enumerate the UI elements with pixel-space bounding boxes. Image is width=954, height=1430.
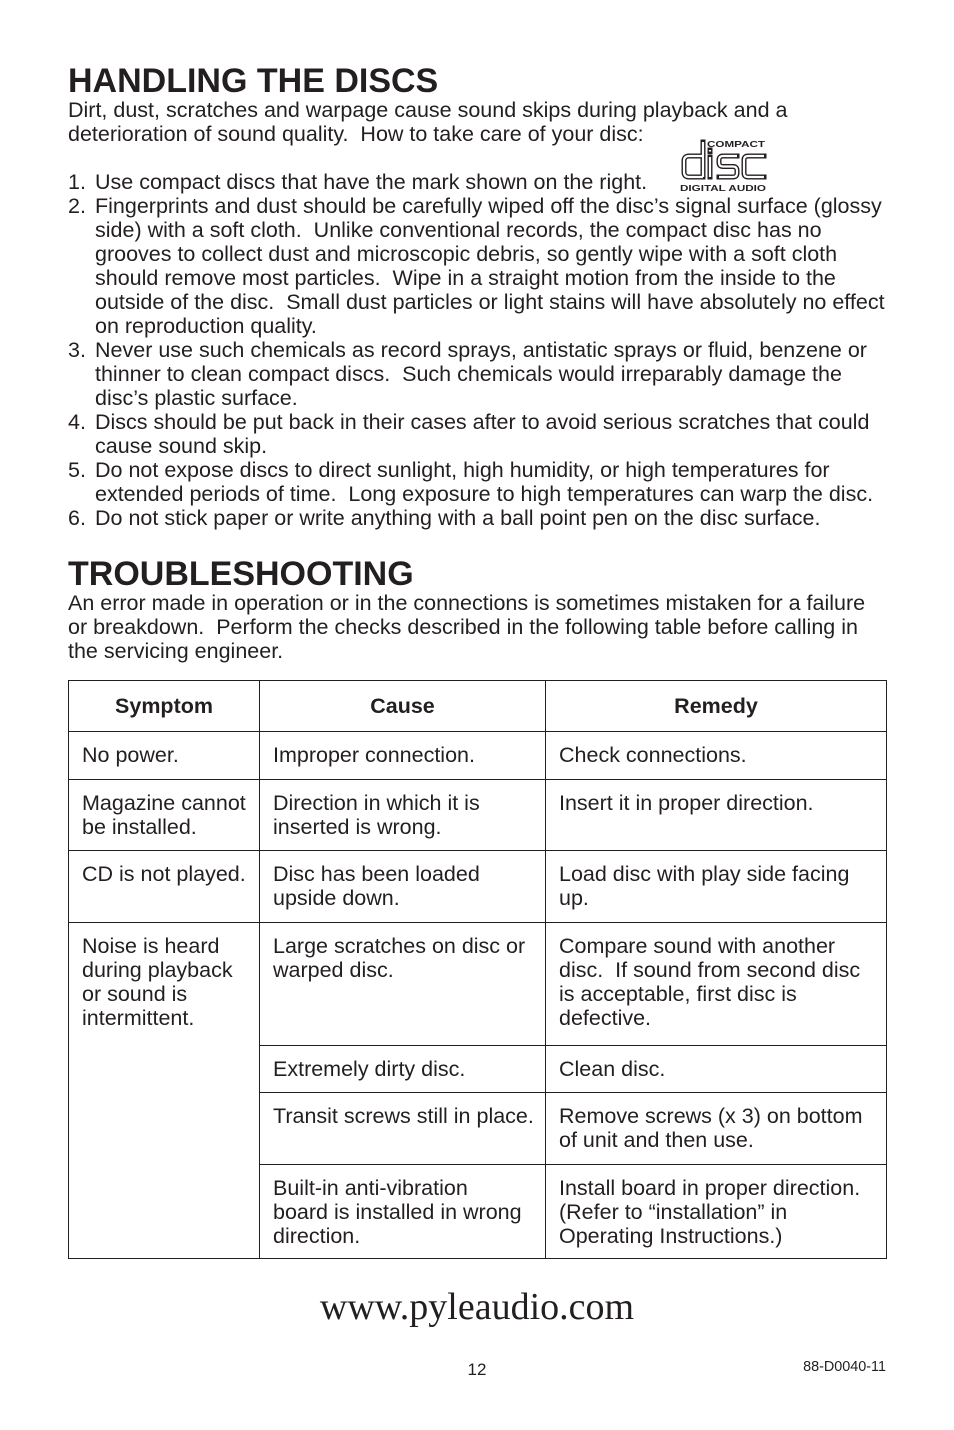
list-item-line: Use compact discs that have the mark shown on the right. xyxy=(95,170,648,194)
list-item-line: side) with a soft cloth. Unlike conventional records, the compact disc has no xyxy=(95,218,822,242)
list-item-line: outside of the disc. Small dust particles or light stains will have absolutely no effect xyxy=(95,290,885,314)
list-item xyxy=(68,506,885,530)
remedy-line: Remove screws (x 3) on bottom xyxy=(559,1104,863,1128)
list-item-line: grooves to collect dust and microscopic debris, so gently wipe with a soft cloth xyxy=(95,242,838,266)
symptom-line: be installed. xyxy=(82,815,197,839)
list-item-number: 6. xyxy=(68,506,86,530)
cause-line: Disc has been loaded xyxy=(273,862,480,886)
cause-line: warped disc. xyxy=(273,958,394,982)
remedy-line: up. xyxy=(559,886,589,910)
list-item-number: 3. xyxy=(68,338,86,362)
remedy-cell xyxy=(546,780,887,851)
symptom-line: Magazine cannot xyxy=(82,791,246,815)
symptom-line: CD is not played. xyxy=(82,862,246,886)
cause-line: upside down. xyxy=(273,886,400,910)
list-item-text xyxy=(95,458,873,506)
list-item-line: Do not expose discs to direct sunlight, high humidity, or high temperatures for xyxy=(95,458,830,482)
cause-line: Improper connection. xyxy=(273,743,475,767)
table-body xyxy=(69,732,887,1259)
remedy-line: Load disc with play side facing xyxy=(559,862,850,886)
list-item-line: extended periods of time. Long exposure to high temperatures can warp the disc. xyxy=(95,482,874,506)
remedy-cell xyxy=(546,851,887,923)
list-item-number: 1. xyxy=(68,170,86,194)
symptom-line: No power. xyxy=(82,743,179,767)
list-item-text xyxy=(95,506,820,530)
list-item-line: Do not stick paper or write anything with a ball point pen on the disc surface. xyxy=(95,506,821,530)
list-item-line: Discs should be put back in their cases after to avoid serious scratches that could xyxy=(95,410,870,434)
list-item-text xyxy=(95,194,885,338)
list-item xyxy=(68,410,885,458)
header-remedy: Remedy xyxy=(546,681,887,732)
cause-cell xyxy=(260,780,546,851)
remedy-cell xyxy=(546,1165,887,1259)
list-item xyxy=(68,194,885,338)
list-item-line: should remove most particles. Wipe in a straight motion from the inside to the xyxy=(95,266,836,290)
cause-line: Direction in which it is xyxy=(273,791,480,815)
list-item-number: 4. xyxy=(68,410,86,434)
symptom-cell xyxy=(69,851,260,923)
remedy-line: Clean disc. xyxy=(559,1057,666,1081)
symptom-line: during playback xyxy=(82,958,233,982)
list-item-line: on reproduction quality. xyxy=(95,314,317,338)
cause-line: board is installed in wrong xyxy=(273,1200,522,1224)
section-title-handling-the-discs: HANDLING THE DISCS xyxy=(68,62,439,100)
cause-cell xyxy=(260,732,546,780)
remedy-line: Operating Instructions.) xyxy=(559,1224,783,1248)
section-title-troubleshooting: TROUBLESHOOTING xyxy=(68,555,414,593)
remedy-line: Insert it in proper direction. xyxy=(559,791,814,815)
list-item-line: disc’s plastic surface. xyxy=(95,386,298,410)
cause-line: Extremely dirty disc. xyxy=(273,1057,466,1081)
remedy-line: Compare sound with another xyxy=(559,934,836,958)
intro-line: An error made in operation or in the connections is sometimes mistaken for a failure xyxy=(68,591,866,615)
remedy-cell xyxy=(546,1093,887,1165)
cause-cell xyxy=(260,1046,546,1093)
list-item-text xyxy=(95,410,869,458)
intro-line: Dirt, dust, scratches and warpage cause sound skips during playback and a xyxy=(68,98,788,122)
list-item-number: 5. xyxy=(68,458,86,482)
table-row xyxy=(69,851,887,923)
cause-cell xyxy=(260,851,546,923)
intro-line: deterioration of sound quality. How to take care of your disc: xyxy=(68,122,644,146)
list-item-number: 2. xyxy=(68,194,86,218)
remedy-line: (Refer to “installation” in xyxy=(559,1200,788,1224)
website-url: www.pyleaudio.com xyxy=(319,1286,635,1328)
header-symptom: Symptom xyxy=(69,681,260,732)
symptom-cell xyxy=(69,732,260,780)
cause-cell xyxy=(260,923,546,1046)
remedy-line: defective. xyxy=(559,1006,652,1030)
table-row xyxy=(69,732,887,780)
remedy-cell xyxy=(546,1046,887,1093)
cause-cell xyxy=(260,1165,546,1259)
table-row xyxy=(69,780,887,851)
remedy-line: disc. If sound from second disc xyxy=(559,958,861,982)
remedy-cell xyxy=(546,923,887,1046)
list-item-text xyxy=(95,338,867,410)
handling-instructions-list xyxy=(68,170,885,530)
logo-digital-audio-text: DIGITAL AUDIO xyxy=(680,183,767,193)
cause-line: Large scratches on disc or xyxy=(273,934,526,958)
header-cause: Cause xyxy=(260,681,546,732)
remedy-line: of unit and then use. xyxy=(559,1128,754,1152)
symptom-line: intermittent. xyxy=(82,1006,195,1030)
symptom-cell xyxy=(69,923,260,1259)
cause-line: inserted is wrong. xyxy=(273,815,442,839)
intro-line: the servicing engineer. xyxy=(68,639,284,663)
table-header-row xyxy=(69,681,887,732)
remedy-line: is acceptable, first disc is xyxy=(559,982,797,1006)
troubleshooting-table xyxy=(68,680,887,1259)
page-number: 12 xyxy=(467,1360,487,1379)
list-item-line: Never use such chemicals as record sprays, antistatic sprays or fluid, benzene or xyxy=(95,338,867,362)
logo-compact-text: COMPACT xyxy=(707,139,767,149)
remedy-line: Check connections. xyxy=(559,743,747,767)
remedy-line: Install board in proper direction. xyxy=(559,1176,861,1200)
list-item xyxy=(68,458,885,506)
symptom-cell xyxy=(69,780,260,851)
list-item-line: Fingerprints and dust should be carefully wiped off the disc’s signal surface (glossy xyxy=(95,194,882,218)
cause-line: Transit screws still in place. xyxy=(273,1104,534,1128)
cause-line: Built-in anti-vibration xyxy=(273,1176,468,1200)
document-code: 88-D0040-11 xyxy=(803,1359,886,1375)
cause-line: direction. xyxy=(273,1224,361,1248)
cause-cell xyxy=(260,1093,546,1165)
list-item-text xyxy=(95,170,647,194)
table-row xyxy=(69,923,887,1046)
symptom-line: or sound is xyxy=(82,982,188,1006)
remedy-cell xyxy=(546,732,887,780)
list-item-line: cause sound skip. xyxy=(95,434,268,458)
list-item xyxy=(68,338,885,410)
symptom-line: Noise is heard xyxy=(82,934,220,958)
intro-line: or breakdown. Perform the checks described in the following table before calling in xyxy=(68,615,858,639)
list-item xyxy=(68,170,885,194)
list-item-line: thinner to clean compact discs. Such chemicals would irreparably damage the xyxy=(95,362,842,386)
troubleshooting-intro-paragraph xyxy=(68,591,865,663)
